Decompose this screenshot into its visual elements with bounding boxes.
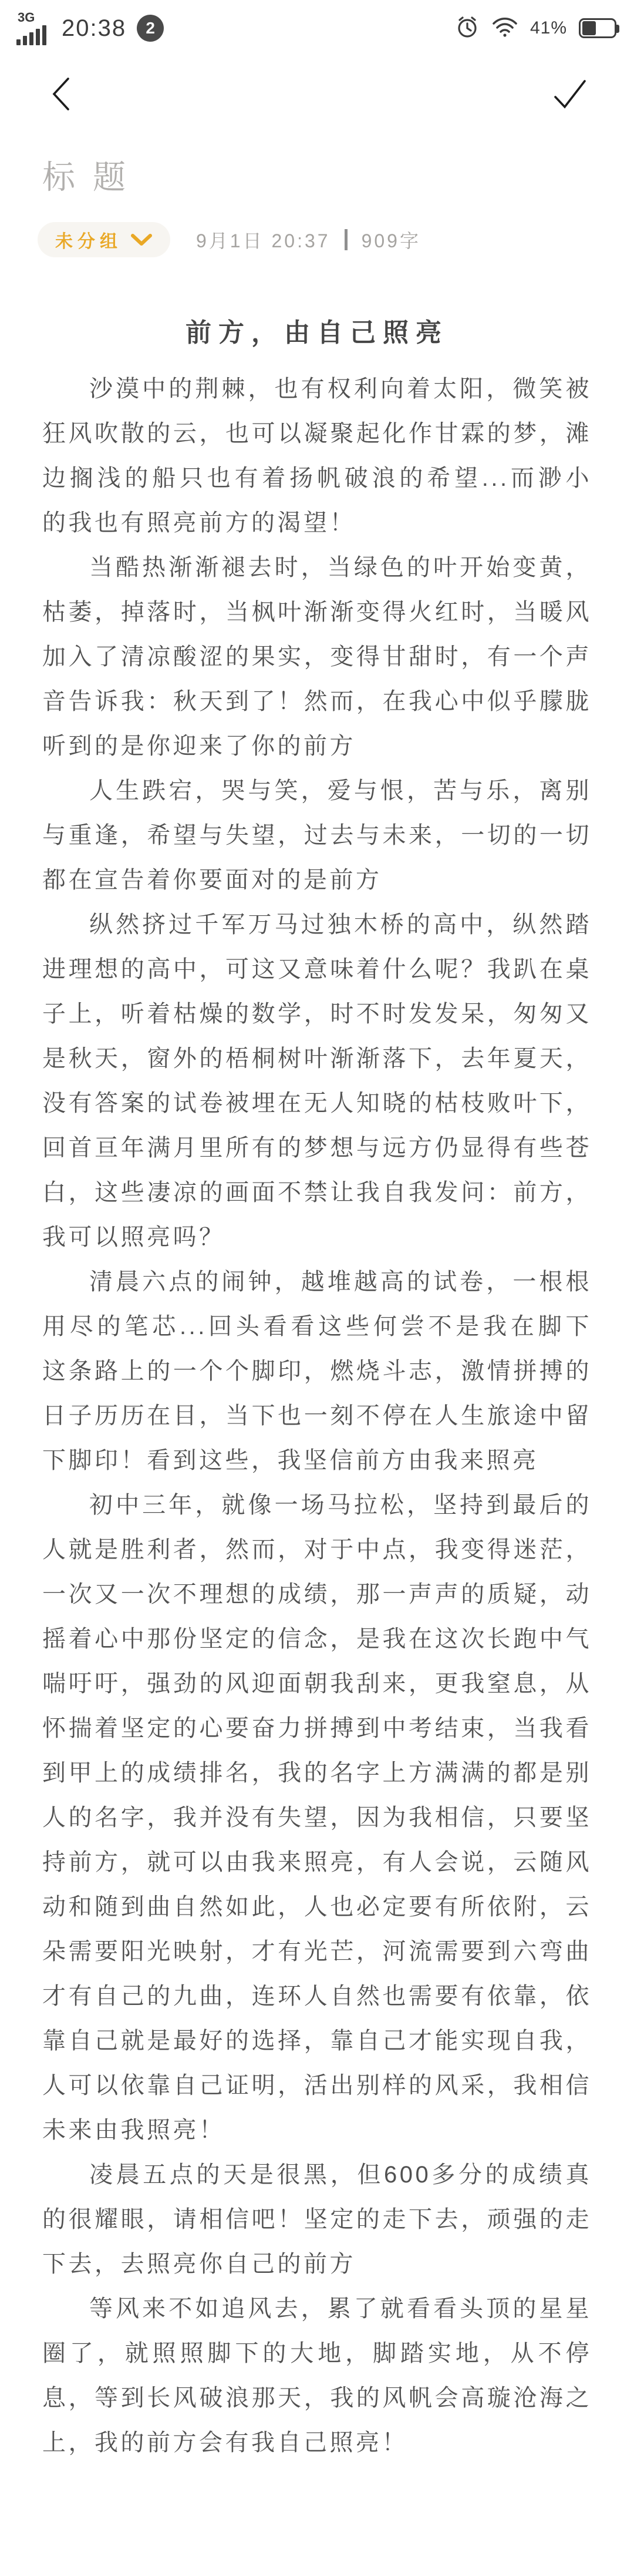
battery-icon	[579, 18, 616, 38]
note-date: 9月1日 20:37	[196, 230, 331, 251]
battery-percent-label: 41%	[530, 18, 567, 38]
group-selector[interactable]	[38, 222, 170, 257]
wifi-icon	[491, 16, 518, 41]
notification-badge: 2	[137, 15, 164, 42]
essay-paragraph: 初中三年，就像一场马拉松，坚持到最后的人就是胜利者，然而，对于中点，我变得迷茫，一次又一次不理想的成绩，那一声声的质疑，动摇着心中那份坚定的信念，是我在这次长跑中气喘吁吁，强劲的风迎面朝我刮来，更我窒息，从怀揣着坚定的心要奋力拼搏到中考结束，当我看到甲上的成绩排名，我的名字上方满满的都是别人的名字，我并没有失望，因为我相信，只要坚持前方，就可以由我来照亮，有人会说，云随风动和随到曲自然如此，人也必定要有所依附，云朵需要阳光映射，才有光芒，河流需要到六弯曲才有自己的九曲，连环人自然也需要有依靠，依靠自己就是最好的选择，靠自己才能实现自我，人可以依靠自己证明，活出别样的风采，我相信未来由我照亮！	[42, 1492, 592, 2143]
essay-paragraph: 纵然挤过千军万马过独木桥的高中，纵然踏进理想的高中，可这又意味着什么呢？我趴在桌子上，听着枯燥的数学，时不时发发呆，匆匆又是秋天，窗外的梧桐树叶渐渐落下，去年夏天，没有答案的试卷被埋在无人知晓的枯枝败叶下，回首亘年满月里所有的梦想与远方仍显得有些苍白，这些凄凉的画面不禁让我自我发问：前方，我可以照亮吗？	[42, 912, 592, 1250]
essay-title: 前方，由自己照亮	[186, 318, 448, 347]
status-bar	[0, 0, 634, 46]
cellular-signal-icon	[16, 9, 49, 45]
essay-paragraph: 等风来不如追风去，累了就看看头顶的星星圈了，就照照脚下的大地，脚踏实地，从不停息，等到长风破浪那天，我的风帆会高璇沧海之上，我的前方会有我自己照亮！	[42, 2296, 592, 2456]
chevron-down-icon	[122, 233, 153, 247]
essay-paragraph: 凌晨五点的天是很黑，但600多分的成绩真的很耀眼，请相信吧！坚定的走下去，顽强的走下去，去照亮你自己的前方	[42, 2162, 592, 2277]
essay-body	[42, 367, 592, 2465]
signal-bars-icon	[16, 25, 49, 45]
essay-paragraph: 当酷热渐渐褪去时，当绿色的叶开始变黄，枯萎，掉落时，当枫叶渐渐变得火红时，当暖风加入了清凉酸涩的果实，变得甘甜时，有一个声音告诉我：秋天到了！然而，在我心中似乎朦胧听到的是你迎来了你的前方	[42, 555, 592, 759]
back-button[interactable]	[49, 76, 73, 112]
meta-divider	[345, 229, 348, 250]
essay-paragraph: 清晨六点的闹钟，越堆越高的试卷，一根根用尽的笔芯...回头看看这些何尝不是我在脚下这条路上的一个个脚印，燃烧斗志，激情拼搏的日子历历在目，当下也一刻不停在人生旅途中留下脚印！看到这些，我坚信前方由我来照亮	[42, 1269, 592, 1473]
word-count: 909字	[361, 230, 421, 251]
status-time: 20:38	[62, 15, 127, 41]
note-meta-row	[38, 222, 634, 257]
alarm-icon	[455, 15, 480, 42]
essay-paragraph: 人生跌宕，哭与笑，爱与恨，苦与乐，离别与重逢，希望与失望，过去与未来，一切的一切都在宣告着你要面对的是前方	[42, 778, 592, 893]
essay-paragraph: 沙漠中的荆棘，也有权利向着太阳，微笑被狂风吹散的云，也可以凝聚起化作甘霖的梦，滩边搁浅的船只也有着扬帆破浪的希望...而渺小的我也有照亮前方的渴望！	[42, 376, 592, 536]
group-label: 未分组	[55, 232, 122, 251]
nav-bar	[0, 73, 634, 115]
network-type-label: 3G	[18, 9, 35, 25]
note-title-input[interactable]: 标题	[42, 159, 143, 196]
confirm-button[interactable]	[552, 78, 588, 110]
note-content-area[interactable]	[0, 311, 634, 2465]
